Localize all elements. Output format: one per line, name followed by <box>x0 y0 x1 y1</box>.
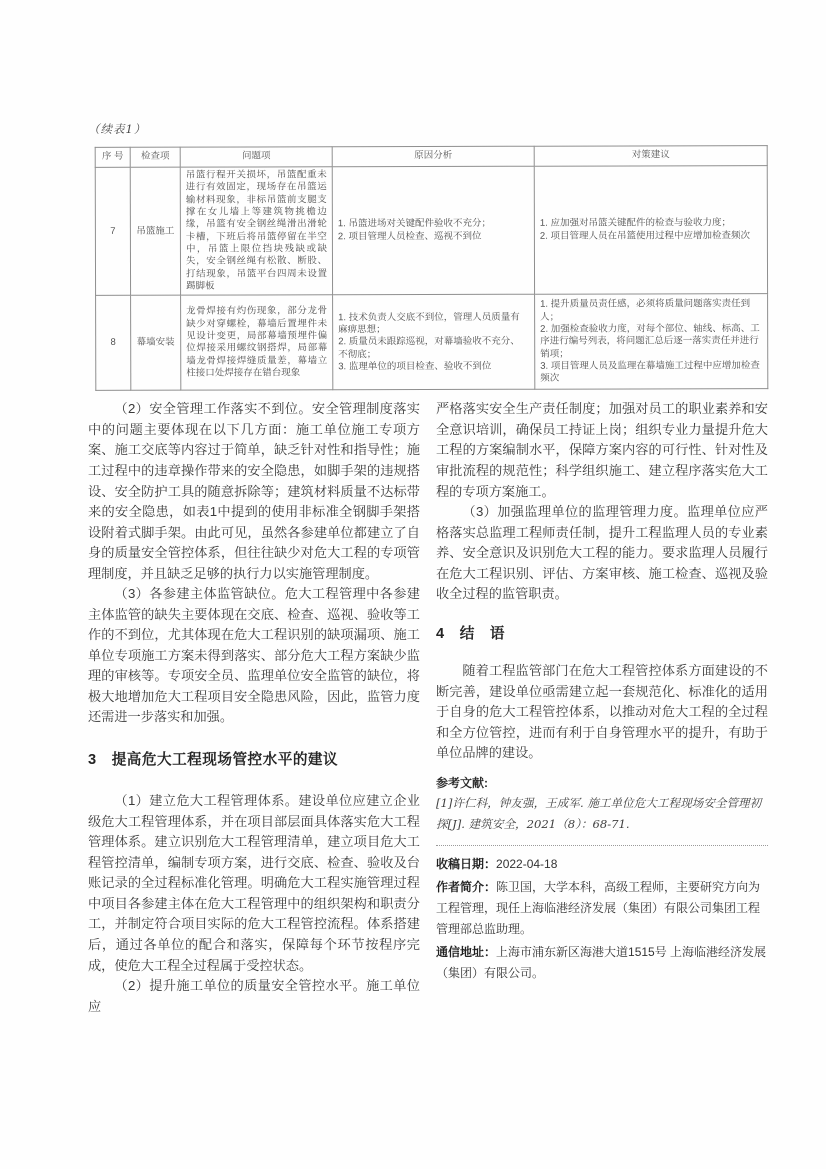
table-row-8 <box>96 294 768 391</box>
paragraph-management-system: （1）建立危大工程管理体系。建设单位应建立企业级危大工程管理体系，并在项目部层面具体落实危大工程管理体系。建立识别危大工程管理清单，建立项目危大工程管控清单，编制专项方案，进行交底、检查、验收及台账记录的全过程标准化管理。明确危大工程实施管理过程中项目各参建主体在危大工程管理中的组织架构和职责分工，并制定符合项目实际的危大工程管控流程。体系搭建后，通过各单位的配合和落实，保障每个环节按程序完成，使危大工程全过程属于受控状态。 <box>88 793 420 973</box>
author-bio-label: 作者简介： <box>436 880 497 895</box>
table-row-7 <box>95 166 767 296</box>
cell-no: 8 <box>96 296 131 391</box>
received-date-label: 收稿日期： <box>436 857 497 872</box>
cell-causes: 1. 技术负责人交底不到位，管理人员质量有麻痹思想； 2. 质量员未跟踪巡视，对幕墙验收不充分、不彻底； 3. 监理单位的项目检查、验收不到位 <box>333 295 535 391</box>
cell-problems: 吊篮行程开关损坏，吊篮配重未进行有效固定，现场存在吊篮运输材料现象，非标吊篮前支腿支撑在女儿墙上等建筑物挑檐边缘，吊篮有安全钢丝绳滑出滑轮卡槽，下班后将吊篮停留在半空中，吊篮上限位挡块残缺或缺失，安全钢丝绳有松散、断股、打结现象，吊篮平台四周未设置踢脚板 <box>180 167 332 296</box>
paragraph-contractor-start: （2）提升施工单位的质量安全管控水平。施工单位应 <box>88 978 420 1014</box>
cell-check-item: 幕墙安装 <box>131 296 181 391</box>
mailing-address-value: 上海市浦东新区海港大道1515号 上海临港经济发展（集团）有限公司。 <box>436 945 767 981</box>
column-header-suggestions: 对策建议 <box>534 146 767 167</box>
author-meta-block <box>436 854 768 984</box>
column-header-causes: 原因分析 <box>332 146 534 167</box>
cell-causes: 1. 吊篮进场对关键配件验收不充分； 2. 项目管理人员检查、巡视不到位 <box>332 166 534 295</box>
reference-item-1: [1]许仁科，钟友强，王成军. 施工单位危大工程现场安全管理初探[J]. 建筑安全，2021（8）：68-71. <box>436 795 762 831</box>
mailing-address-label: 通信地址： <box>436 945 497 960</box>
section-heading-3: 3 提高危大工程现场管控水平的建议 <box>88 751 339 768</box>
continued-table-label: （续表1） <box>88 122 147 136</box>
references-label: 参考文献: <box>436 775 488 790</box>
two-column-body <box>88 399 768 1017</box>
cell-no: 7 <box>95 167 130 296</box>
dotted-divider <box>436 845 768 846</box>
received-date-value: 2022-04-18 <box>496 857 558 872</box>
cell-check-item: 吊篮施工 <box>130 167 180 296</box>
author-bio-value: 陈卫国，大学本科，高级工程师，主要研究方向为工程管理，现任上海临港经济发展（集团）有限公司集团工程管理部总监助理。 <box>436 880 761 937</box>
right-column <box>436 399 768 1017</box>
left-column <box>88 399 420 1017</box>
section-heading-4: 4 结 语 <box>436 625 505 642</box>
meta-received-date <box>436 854 768 875</box>
table-header-row <box>95 146 767 168</box>
paragraph-contractor-continued: 严格落实安全生产责任制度；加强对员工的职业素养和安全意识培训，确保员工持证上岗；组织专业力量提升危大工程的方案编制水平，保障方案内容的可行性、针对性及审批流程的规范性；科学组织施工、建立程序落实危大工程的专项方案施工。 <box>436 401 768 499</box>
meta-mailing-address <box>436 942 768 984</box>
paragraph-safety-management: （2）安全管理工作落实不到位。安全管理制度落实中的问题主要体现在以下几方面：施工单位施工专项方案、施工交底等内容过于简单，缺乏针对性和指导性；施工过程中的违章操作带来的安全隐患，如脚手架的违规搭设、安全防护工具的随意拆除等；建筑材料质量不达标带来的安全隐患，如表1中提到的使用非标准全钢脚手架搭设附着式脚手架。由此可见，虽然各参建单位都建立了自身的质量安全管控体系，但往往缺少对危大工程的专项管理制度，并且缺乏足够的执行力以实施管理制度。 <box>88 401 420 581</box>
cell-suggestions: 1. 应加强对吊篮关键配件的检查与验收力度； 2. 项目管理人员在吊篮使用过程中应增加检查频次 <box>534 166 767 295</box>
paragraph-supervision-gap: （3）各参建主体监管缺位。危大工程管理中各参建主体监管的缺失主要体现在交底、检查、巡视、验收等工作的不到位，尤其体现在危大工程识别的缺项漏项、施工单位专项施工方案未得到落实、部分危大工程方案缺少监理的审核等。专项安全员、监理单位安全监管的缺位，将极大地增加危大工程项目安全隐患风险，因此，监管力度还需进一步落实和加强。 <box>88 586 420 725</box>
column-header-check-item: 检查项 <box>130 147 180 167</box>
paragraph-supervisor-strength: （3）加强监理单位的监理管理力度。监理单位应严格落实总监理工程师责任制，提升工程监理人员的专业素养、安全意识及识别危大工程的能力。要求监理人员履行在危大工程识别、评估、方案审核、施工检查、巡视及验收全过程的监管职责。 <box>436 504 768 602</box>
paragraph-conclusion: 随着工程监管部门在危大工程管控体系方面建设的不断完善，建设单位亟需建立起一套规范化、标准化的适用于自身的危大工程管控体系，以推动对危大工程的全过程和全方位管控，进而有利于自身管理水平的提升，有助于单位品牌的建设。 <box>436 663 768 761</box>
meta-author-bio <box>436 877 768 940</box>
cell-suggestions: 1. 提升质量员责任感，必须将质量问题落实责任到人； 2. 加强检查验收力度，对每个部位、轴线、标高、工序进行编号列表，将问题汇总后逐一落实责任并进行销项； 3. 项目管理人员及监理在幕墙施工过程中应增加检查频次 <box>535 294 768 390</box>
column-header-no: 序 号 <box>95 147 130 167</box>
risk-inspection-table <box>95 145 769 391</box>
column-header-problems: 问题项 <box>180 147 332 167</box>
cell-problems: 龙骨焊接有灼伤现象，部分龙骨缺少对穿螺栓，幕墙后置埋件未见设计变更，局部幕墙预埋件偏位焊接采用螺纹钢搭焊，局部幕墙龙骨焊接焊缝质量差，幕墙立柱接口处焊接存在错台现象 <box>181 295 333 390</box>
